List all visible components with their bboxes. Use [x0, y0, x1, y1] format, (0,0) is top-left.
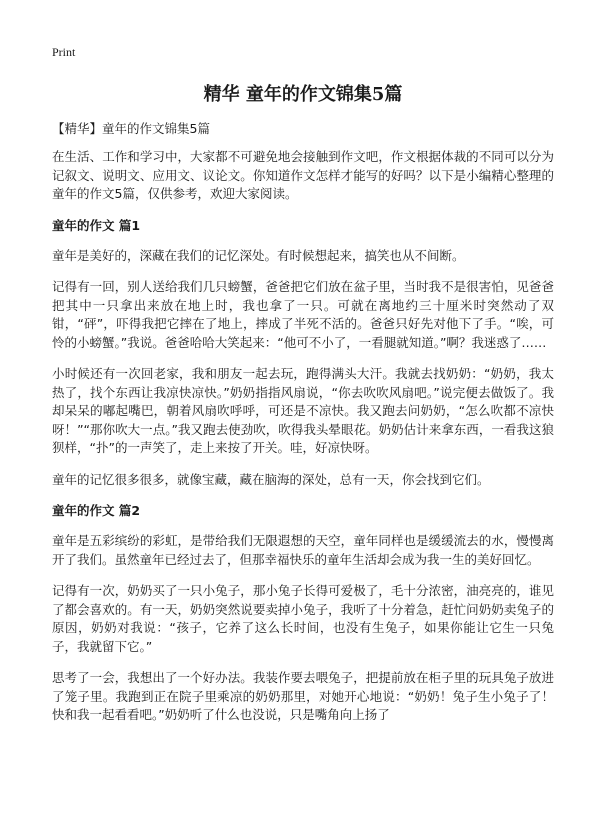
paragraph: 思考了一会，我想出了一个好办法。我装作要去喂兔子，把提前放在柜子里的玩具兔子放进了笼子里。我跑到正在院子里乘凉的奶奶那里，对她开心地说：“奶奶！兔子生小兔子了！快和我一起看看吧。”奶奶听了什么也没说，只是嘴角向上扬了 [52, 670, 554, 722]
section-heading: 童年的作文 篇1 [52, 217, 141, 233]
document-subtitle: 【精华】童年的作文锦集5篇 [52, 121, 210, 136]
document-title: 精华 童年的作文锦集5篇 [203, 84, 403, 105]
paragraph: 童年的记忆很多很多，就像宝藏，藏在脑海的深处，总有一天，你会找到它们。 [52, 471, 490, 487]
paragraph: 童年是五彩缤纷的彩虹，是带给我们无限遐想的天空，童年同样也是缓缓流去的水，慢慢离开了我们。虽然童年已经过去了，但那幸福快乐的童年生活却会成为我一生的美好回忆。 [52, 533, 554, 567]
paragraph: 记得有一回，别人送给我们几只螃蟹，爸爸把它们放在盆子里，当时我不是很害怕，见爸爸把其中一只拿出来放在地上时，我也拿了一只。可就在离地约三十厘米时突然动了双钳，“砰”，吓得我把它摔在了地上，摔成了半死不活的。爸爸只好先对他下了手。“唉，可怜的小螃蟹。”我说。爸爸哈哈大笑起来：“他可不小了，一看腿就知道。”啊？我迷惑了…… [52, 279, 554, 350]
intro-paragraph: 在生活、工作和学习中，大家都不可避免地会接触到作文吧，作文根据体裁的不同可以分为记叙文、说明文、应用文、议论文。你知道作文怎样才能写的好吗？以下是小编精心整理的童年的作文5篇，仅供参考，欢迎大家阅读。 [52, 149, 554, 201]
section-2 [52, 502, 554, 725]
section-heading: 童年的作文 篇2 [52, 503, 141, 518]
paragraph: 记得有一次，奶奶买了一只小兔子，那小兔子长得可爱极了，毛十分浓密，油亮亮的，谁见了都会喜欢的。有一天，奶奶突然说要卖掉小兔子，我听了十分着急，赶忙问奶奶卖兔子的原因，奶奶对我说：“孩子，它养了这么长时间，也没有生兔子，如果你能让它生一只兔子，我就留下它。” [52, 583, 554, 654]
paragraph: 小时候还有一次回老家，我和朋友一起去玩，跑得满头大汗。我就去找奶奶：“奶奶，我太热了，找个东西让我凉快凉快。”奶奶指指风扇说，“你去吹吹风扇吧。”说完便去做饭了。我却呆呆的嘟起嘴巴，朝着风扇吹呼呼，可还是不凉快。我又跑去问奶奶，“怎么吹都不凉快呀！”“那你吹大一点。”我又跑去使劲吹，吹得我头晕眼花。奶奶估计来拿东西，一看我这狼狈样，“扑”的一声笑了，走上来按了开关。哇，好凉快呀。 [52, 366, 554, 455]
paragraph: 童年是美好的，深藏在我们的记忆深处。有时候想起来，搞笑也从不间断。 [52, 247, 465, 263]
section-1 [52, 217, 554, 490]
print-label: Print [52, 45, 76, 59]
